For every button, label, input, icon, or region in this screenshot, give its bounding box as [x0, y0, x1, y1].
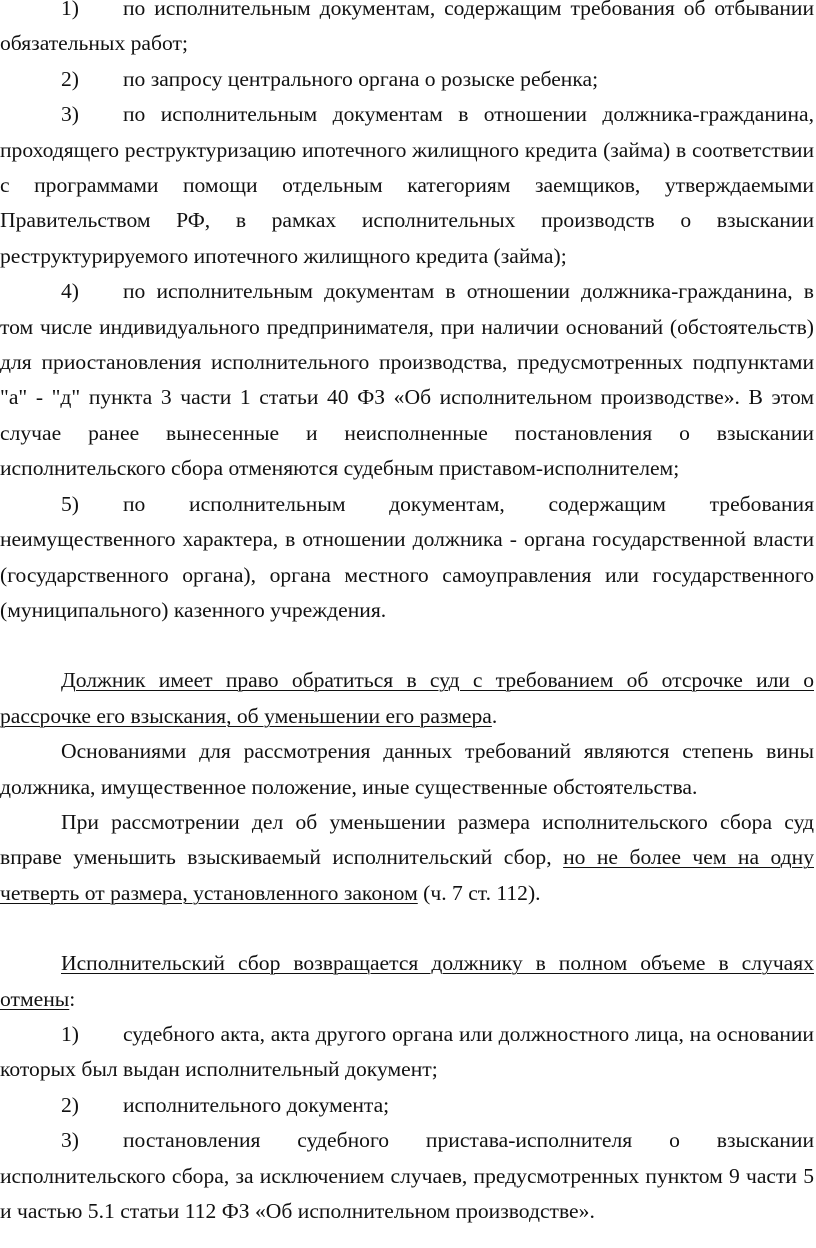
list-item-text: исполнительного документа; — [123, 1092, 390, 1117]
list-item-text: судебного акта, акта другого органа или должностного лица, на основании которых был выдан исполнительный документ; — [0, 1021, 814, 1082]
paragraph-tail: . — [491, 703, 498, 728]
list-item — [0, 62, 814, 97]
list-number: 2) — [61, 66, 79, 91]
paragraph-lead: При рассмотрении дел об уменьшении размера исполнительского сбора суд вправе уменьшить взыскиваемый исполнительский сбор, — [0, 809, 814, 870]
list-item — [0, 0, 814, 62]
paragraph-tail: : — [69, 986, 76, 1011]
list-item — [0, 1123, 814, 1229]
list-item-text: по исполнительным документам в отношении должника-гражданина, проходящего реструктуризацию ипотечного жилищного кредита (займа) в соответствии с программами помощи отдельным категориям заемщиков, утверждаемыми Правительством РФ, в рамках исполнительных производств о взыскании реструктурируемого ипотечного жилищного кредита (займа); — [0, 102, 814, 268]
underlined-statement: Должник имеет право обратиться в суд с требованием об отсрочке или о рассрочке его взыскания, об уменьшении его размера — [0, 668, 814, 728]
list-item-text: постановления судебного пристава-исполнителя о взыскании исполнительского сбора, за исключением случаев, предусмотренных пунктом 9 части 5 и частью 5.1 статьи 112 ФЗ «Об исполнительном производстве». — [0, 1128, 814, 1223]
list-item — [0, 1017, 814, 1088]
paragraph-reduction — [0, 805, 814, 911]
list-item — [0, 97, 814, 274]
underlined-limit: но не более чем на одну четверть от размера, установленного законом — [0, 845, 814, 905]
paragraph-gap — [0, 911, 814, 946]
list-item-text: по исполнительным документам, содержащим требования неимущественного характера, в отношении должника - органа государственной власти (государственного органа), органа местного самоуправления или государственного (муниципального) казенного учреждения. — [0, 491, 814, 622]
list-number: 1) — [61, 1021, 79, 1046]
paragraph-tail: (ч. 7 ст. 112). — [417, 880, 541, 905]
list-number: 3) — [61, 102, 79, 127]
list-number: 5) — [61, 491, 79, 516]
paragraph-refund — [0, 946, 814, 1017]
list-item — [0, 1088, 814, 1123]
list-number: 1) — [61, 0, 79, 20]
paragraph-grounds: Основаниями для рассмотрения данных требований являются степень вины должника, имущественное положение, иные существенные обстоятельства. — [0, 739, 814, 799]
list-number: 3) — [61, 1128, 79, 1153]
list-number: 2) — [61, 1092, 79, 1117]
list-item — [0, 487, 814, 629]
list-item-text: по запросу центрального органа о розыске ребенка; — [123, 66, 599, 91]
list-number: 4) — [61, 279, 79, 304]
list-item-text: по исполнительным документам в отношении должника-гражданина, в том числе индивидуального предпринимателя, при наличии оснований (обстоятельств) для приостановления исполнительного производства, предусмотренных подпунктами "а" - "д" пункта 3 части 1 статьи 40 ФЗ «Об исполнительном производстве». В этом случае ранее вынесенные и неисполненные постановления о взыскании исполнительского сбора отменяются судебным приставом-исполнителем; — [0, 279, 814, 481]
paragraph-right-to-court — [0, 663, 814, 734]
list-item — [0, 274, 814, 486]
paragraph-gap — [0, 628, 814, 663]
list-item-text: по исполнительным документам, содержащим требования об отбывании обязательных работ; — [0, 0, 814, 56]
underlined-statement: Исполнительский сбор возвращается должнику в полном объеме в случаях отмены — [0, 951, 814, 1011]
